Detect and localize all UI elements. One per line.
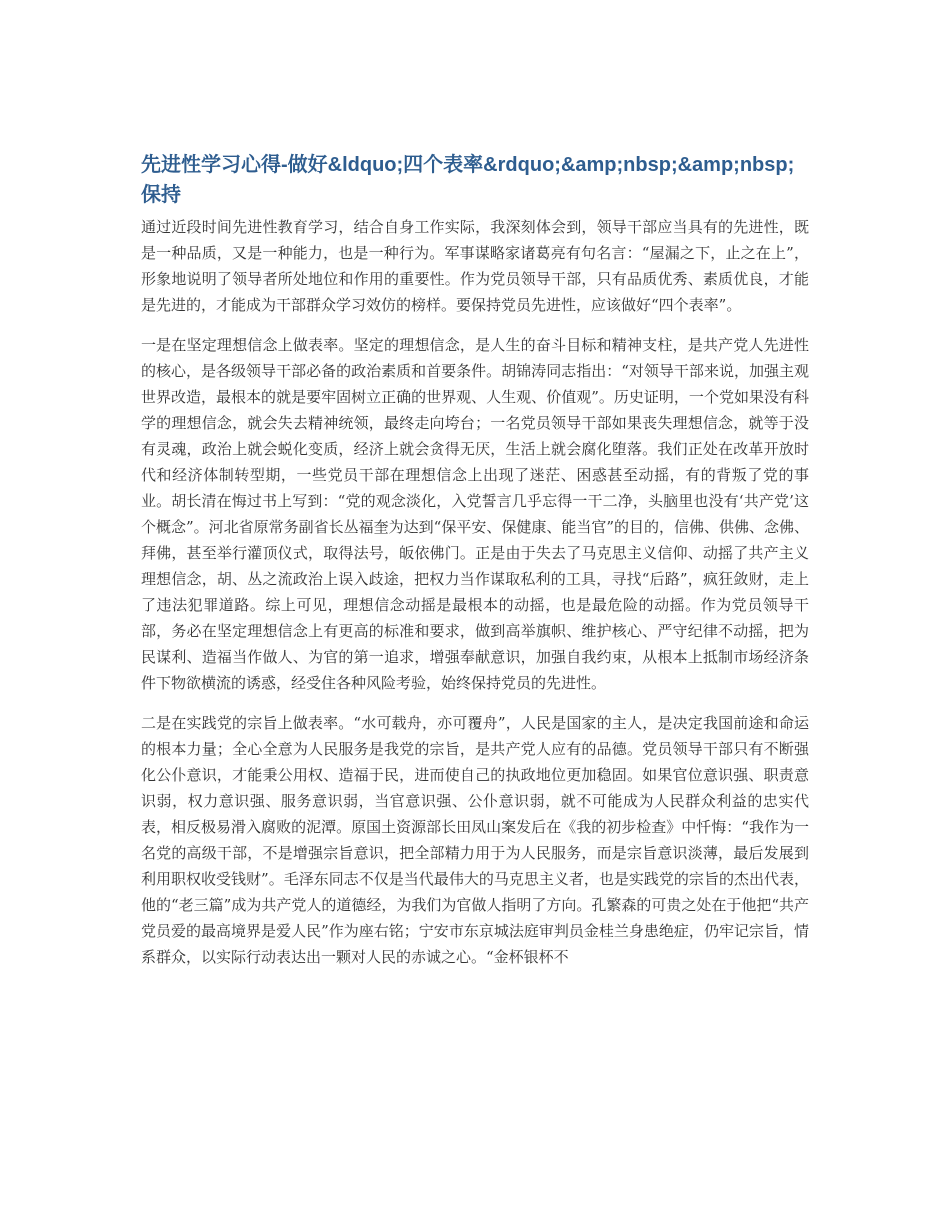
paragraph-intro: 通过近段时间先进性教育学习，结合自身工作实际，我深刻体会到，领导干部应当具有的先进性，既是一种品质，又是一种能力，也是一种行为。军事谋略家诸葛亮有句名言：“屋漏之下，止之在上”，形象地说明了领导者所处地位和作用的重要性。作为党员领导干部，只有品质优秀、素质优良，才能是先进的，才能成为干部群众学习效仿的榜样。要保持党员先进性，应该做好“四个表率”。 [141,218,809,314]
paragraph-purpose: 二是在实践党的宗旨上做表率。“水可载舟，亦可覆舟”，人民是国家的主人，是决定我国前途和命运的根本力量；全心全意为人民服务是我党的宗旨，是共产党人应有的品德。党员领导干部只有不断强化公仆意识，才能秉公用权、造福于民，进而使自己的执政地位更加稳固。如果官位意识强、职责意识弱，权力意识强、服务意识弱，当官意识强、公仆意识弱，就不可能成为人民群众利益的忠实代表，相反极易滑入腐败的泥潭。原国土资源部长田凤山案发后在《我的初步检查》中忏悔：“我作为一名党的高级干部，不是增强宗旨意识，把全部精力用于为人民服务，而是宗旨意识淡薄，最后发展到利用职权收受钱财”。毛泽东同志不仅是当代最伟大的马克思主义者，也是实践党的宗旨的杰出代表，他的“老三篇”成为共产党人的道德经，为我们为官做人指明了方向。孔繁森的可贵之处在于他把“共产党员爱的最高境界是爱人民”作为座右铭；宁安市东京城法庭审判员金桂兰身患绝症，仍牢记宗旨，情系群众，以实际行动表达出一颗对人民的赤诚之心。“金杯银杯不 [141,714,810,966]
document-title: 先进性学习心得-做好&ldquo;四个表率&rdquo;&amp;nbsp;&amp;nbsp;保持 [141,154,795,206]
document-page [141,150,809,984]
paragraph-ideals: 一是在坚定理想信念上做表率。坚定的理想信念，是人生的奋斗目标和精神支柱，是共产党人先进性的核心，是各级领导干部必备的政治素质和首要条件。胡锦涛同志指出：“对领导干部来说，加强主观世界改造，最根本的就是要牢固树立正确的世界观、人生观、价值观”。历史证明，一个党如果没有科学的理想信念，就会失去精神统领，最终走向垮台；一名党员领导干部如果丧失理想信念，就等于没有灵魂，政治上就会蜕化变质，经济上就会贪得无厌，生活上就会腐化堕落。我们正处在改革开放时代和经济体制转型期，一些党员干部在理想信念上出现了迷茫、困惑甚至动摇，有的背叛了党的事业。胡长清在悔过书上写到：“党的观念淡化，入党誓言几乎忘得一干二净，头脑里也没有‘共产党’这个概念”。河北省原常务副省长丛福奎为达到“保平安、保健康、能当官”的目的，信佛、供佛、念佛、拜佛，甚至举行灌顶仪式，取得法号，皈依佛门。正是由于失去了马克思主义信仰、动摇了共产主义理想信念，胡、丛之流政治上误入歧途，把权力当作谋取私利的工具，寻找“后路”，疯狂敛财，走上了违法犯罪道路。综上可见，理想信念动摇是最根本的动摇，也是最危险的动摇。作为党员领导干部，务必在坚定理想信念上有更高的标准和要求，做到高举旗帜、维护核心、严守纪律不动摇，把为民谋利、造福当作做人、为官的第一追求，增强奉献意识，加强自我约束，从根本上抵制市场经济条件下物欲横流的诱惑，经受住各种风险考验，始终保持党员的先进性。 [141,336,810,692]
